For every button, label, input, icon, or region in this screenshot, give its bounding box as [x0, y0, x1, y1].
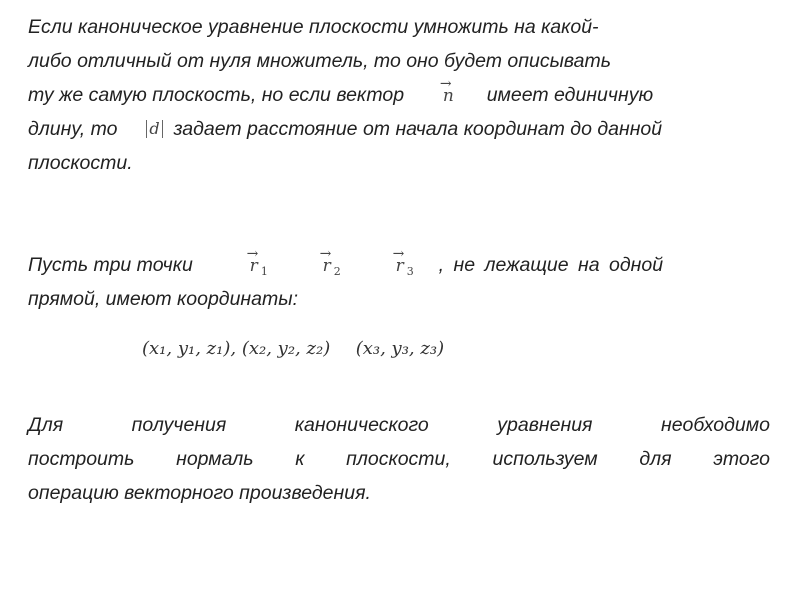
distance-d-symbol [146, 120, 162, 138]
point3-coordinates: (x₃, y₃, z₃) [355, 338, 445, 359]
word: канонического [294, 414, 429, 436]
vector-index: 3 [406, 265, 414, 278]
text-line: либо отличный от нуля множитель, то оно будет описывать [28, 50, 612, 72]
point1-coordinates: (x₁, y₁, z₁), [142, 338, 237, 359]
paragraph1-line5 [28, 146, 770, 180]
word: используем [492, 448, 598, 470]
vector-r3-symbol [392, 246, 414, 289]
word: получения [131, 414, 227, 436]
text-segment: Пусть три точки [28, 254, 193, 276]
text-segment: длину, то [28, 118, 118, 140]
vector-letter: r [249, 256, 258, 276]
text-line: плоскости. [28, 152, 133, 174]
text-line: прямой, имеют координаты: [28, 288, 299, 310]
vector-letter: r [322, 256, 331, 276]
word: плоскости, [346, 448, 451, 470]
paragraph3-line2 [28, 442, 770, 476]
distance-letter: d [149, 119, 160, 138]
text-segment: задает расстояние от начала координат до данной [173, 118, 663, 140]
paragraph-three-points [28, 248, 770, 316]
vector-letter: n [442, 86, 454, 106]
paragraph1-line4 [28, 112, 770, 146]
text-line: Если каноническое уравнение плоскости умножить на какой- [28, 16, 599, 38]
text-line: операцию векторного произведения. [28, 482, 371, 504]
vector-index: 2 [333, 265, 341, 278]
word: к [295, 448, 305, 470]
word: нормаль [176, 448, 254, 470]
word: уравнения [497, 414, 593, 436]
vector-r2-symbol [319, 246, 341, 289]
vector-index: 1 [260, 265, 268, 278]
coordinates-formula [142, 338, 444, 359]
word: этого [713, 448, 770, 470]
text-segment: ту же самую плоскость, но если вектор [28, 84, 405, 106]
paragraph1-line3 [28, 78, 770, 112]
word: для [639, 448, 672, 470]
vector-n-symbol [439, 76, 454, 113]
vector-letter: r [395, 256, 404, 276]
vector-r1-symbol [246, 246, 268, 289]
text-segment: имеет единичную [486, 84, 654, 106]
paragraph3-line1 [28, 408, 770, 442]
vector-arrow-icon: → [319, 246, 331, 262]
word: построить [28, 448, 135, 470]
word: необходимо [660, 414, 770, 436]
paragraph2-line1 [28, 248, 770, 282]
paragraph1-line2 [28, 44, 770, 78]
paragraph-normal-vector [28, 408, 770, 510]
vector-arrow-icon: → [439, 76, 451, 92]
paragraph1-line1 [28, 10, 770, 44]
vector-arrow-icon: → [246, 246, 258, 262]
vector-arrow-icon: → [392, 246, 404, 262]
paragraph-normalization [28, 10, 770, 180]
word: Для [28, 414, 64, 436]
point2-coordinates: (x₂, y₂, z₂) [241, 338, 331, 359]
paragraph3-line3 [28, 476, 770, 510]
text-segment: , не лежащие на одной [438, 254, 664, 276]
